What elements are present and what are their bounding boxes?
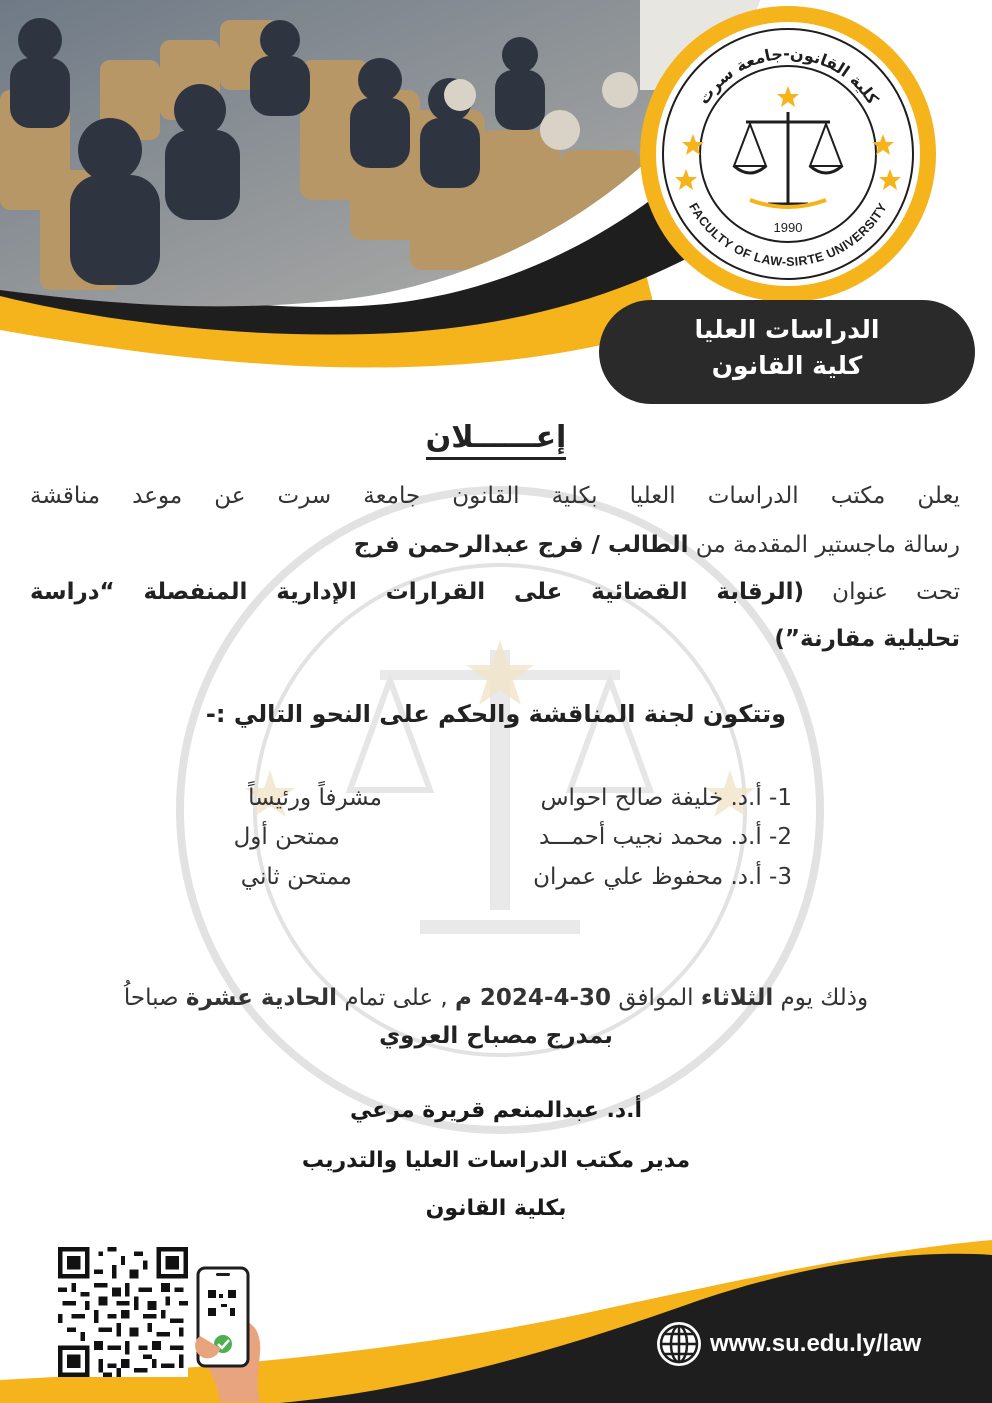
faculty-seal [638, 4, 938, 304]
seal-arabic-text: كلية القانون-جامعة سرت [693, 43, 883, 108]
announcement-line-3: تحت عنوان (الرقابة القضائية على القرارات الإدارية المنفصلة “دراسة [30, 579, 960, 605]
schedule-venue: بمدرج مصباح العروي [379, 1023, 613, 1049]
seal-year: 1990 [773, 220, 803, 235]
member-1-role: مشرفاً ورئيساً [248, 785, 382, 811]
signatory-position: مدير مكتب الدراسات العليا والتدريب [301, 1148, 691, 1173]
schedule-line: وذلك يوم الثلاثاء الموافق 30-4-2024 م , على تمام الحادية عشرة صباحاُ [123, 985, 869, 1011]
office-badge [599, 300, 975, 404]
qr-code[interactable] [58, 1247, 188, 1377]
schedule-time: الحادية عشرة [185, 985, 338, 1011]
phone-scan-icon [190, 1262, 270, 1402]
member-3-role: ممتحن ثاني [240, 864, 352, 890]
member-2-role: ممتحن أول [233, 824, 340, 850]
committee-heading: وتتكون لجنة المناقشة والحكم على النحو التالي :- [205, 700, 787, 728]
signatory-faculty: بكلية القانون [425, 1196, 567, 1221]
schedule-date: 30-4-2024 م [455, 985, 612, 1011]
schedule-day: الثلاثاء [700, 985, 774, 1011]
member-1-name: 1- أ.د. خليفة صالح احواس [540, 785, 792, 811]
member-3-name: 3- أ.د. محفوظ علي عمران [533, 864, 792, 890]
office-line1: الدراسات العليا [694, 315, 880, 344]
office-line2: كلية القانون [711, 351, 863, 380]
announcement-line-2: رسالة ماجستير المقدمة من الطالب / فرج عبدالرحمن فرج [353, 532, 960, 558]
globe-icon [655, 1320, 703, 1368]
student-name: الطالب / فرج عبدالرحمن فرج [353, 532, 689, 558]
announcement-title: إعــــــلان [0, 420, 992, 455]
thesis-title: (الرقابة القضائية على القرارات الإدارية المنفصلة “دراسة [30, 579, 805, 605]
seal-english-text: FACULTY OF LAW-SIRTE UNIVERSITY [686, 200, 890, 270]
announcement-line-4: تحليلية مقارنة”) [774, 626, 960, 652]
member-2-name: 2- أ.د. محمد نجيب أحمـــد [539, 824, 792, 850]
announcement-line-1: يعلن مكتب الدراسات العليا بكلية القانون جامعة سرت عن موعد مناقشة [30, 483, 960, 509]
signatory-name: أ.د. عبدالمنعم قريرة مرعي [349, 1098, 643, 1123]
website-link[interactable]: www.su.edu.ly/law [710, 1330, 922, 1357]
